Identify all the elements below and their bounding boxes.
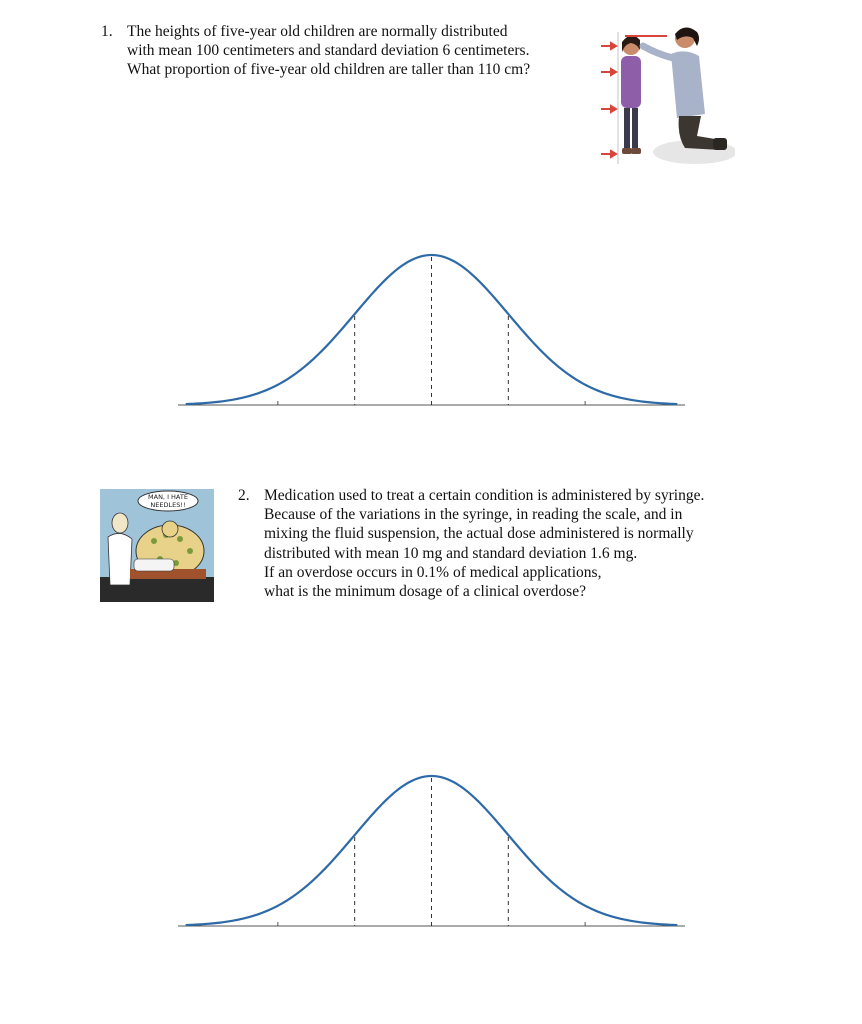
needle-cartoon-image — [100, 489, 214, 602]
normal-curve-2-content — [178, 776, 685, 926]
normal-curve-1-content — [178, 255, 685, 405]
normal-curve-2 — [170, 766, 690, 936]
problem-2-line: Because of the variations in the syringe, in reading the scale, and in — [264, 506, 683, 524]
problem-2-number: 2. — [238, 487, 250, 504]
problem-2-line: distributed with mean 10 mg and standard deviation 1.6 mg. — [264, 544, 638, 562]
problem-2-line: Medication used to treat a certain condition is administered by syringe. — [264, 487, 705, 504]
problem-1-number: 1. — [101, 23, 113, 40]
problem-1-text — [127, 22, 530, 80]
height-measurement-image — [597, 24, 735, 168]
height-measurement-illustration — [597, 24, 735, 168]
cartoon-bubble-line-1: MAN, I HATE — [148, 493, 188, 501]
cartoon-illustration — [100, 489, 214, 602]
problem-2-line: what is the minimum dosage of a clinical overdose? — [264, 582, 586, 600]
problem-2-text — [264, 486, 704, 601]
cartoon-bubble-line-2: NEEDLES!! — [150, 501, 186, 509]
problem-1-line: What proportion of five-year old children are taller than 110 cm? — [127, 61, 531, 79]
problem-2-line: mixing the fluid suspension, the actual dose administered is normally — [264, 525, 694, 543]
problem-1-line: The heights of five-year old children are normally distributed — [127, 23, 508, 40]
problem-2-line: If an overdose occurs in 0.1% of medical applications, — [264, 563, 602, 581]
normal-curve-1 — [170, 245, 690, 415]
problem-1-line: with mean 100 centimeters and standard deviation 6 centimeters. — [127, 42, 530, 60]
